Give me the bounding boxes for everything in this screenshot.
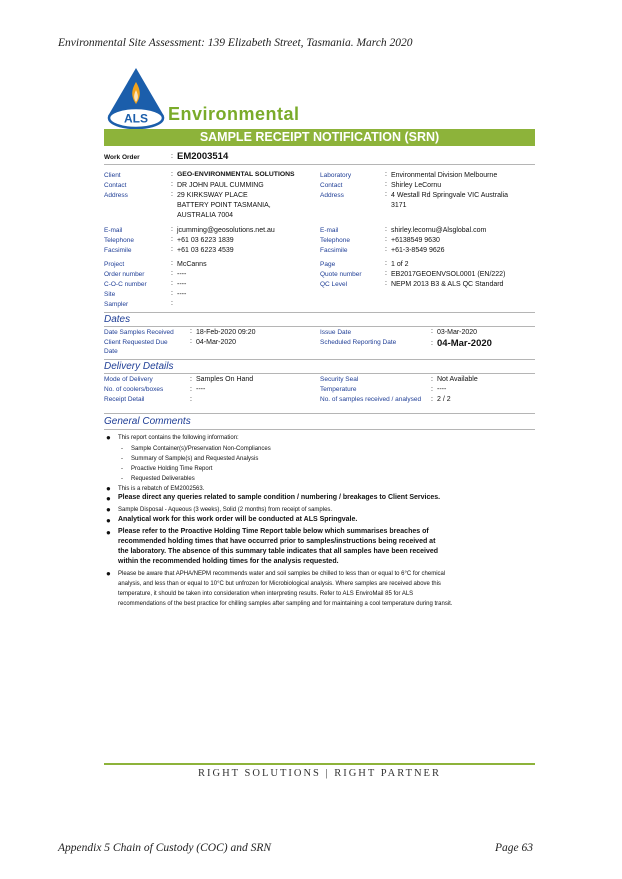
colon: : [385,280,387,287]
colon: : [385,181,387,188]
receipt-detail-label: Receipt Detail [104,396,145,403]
report-item: Summary of Sample(s) and Requested Analysis [131,456,259,462]
proactive-note-line: within the recommended holding times for the analysis requested. [118,558,339,565]
colon: : [385,191,387,198]
work-order-label: Work Order [104,154,140,161]
colon: : [431,396,433,403]
scheduled-reporting-value: 04-Mar-2020 [437,338,492,349]
bullet-icon: ● [106,528,111,537]
quote-number-value: EB2017GEOENVSOL0001 (EN/222) [391,271,506,278]
colon: : [431,340,433,347]
dash-icon: - [121,456,123,462]
temperature-value: ---- [437,386,447,393]
rebatch-note: This is a rebatch of EM2002563. [118,486,205,492]
appendix-footer: Appendix 5 Chain of Custody (COC) and SRN [58,842,272,854]
page-value: 1 of 2 [391,261,409,268]
divider [104,326,535,327]
lab-contact-value: Shirley LeCornu [391,182,442,189]
date-received-label: Date Samples Received [104,329,174,336]
proactive-note-line: Please refer to the Proactive Holding Time Report table below which summarises breaches of [118,528,429,535]
divider [104,312,535,313]
colon: : [385,246,387,253]
laboratory-value: Environmental Division Melbourne [391,172,498,179]
report-item: Requested Deliverables [131,476,195,482]
queries-note: Please direct any queries related to sample condition / numbering / breakages to Client Services. [118,494,441,501]
divider [104,413,535,414]
issue-date-value: 03-Mar-2020 [437,329,478,336]
client-contact-value: DR JOHN PAUL CUMMING [177,182,264,189]
bullet-icon: ● [106,433,111,442]
colon: : [171,246,173,253]
lab-address-line: 4 Westall Rd Springvale VIC Australia [391,192,508,199]
samples-received-value: 2 / 2 [437,396,451,403]
colon: : [190,386,192,393]
security-seal-value: Not Available [437,376,478,383]
quote-number-label: Quote number [320,271,362,278]
brand-name: Environmental [168,104,300,124]
coc-number-label: C-O-C number [104,281,147,288]
bullet-icon: ● [106,505,111,514]
client-contact-label: Contact [104,182,127,189]
delivery-heading: Delivery Details [104,361,174,372]
mode-of-delivery-value: Samples On Hand [196,376,254,383]
srn-title-banner: SAMPLE RECEIPT NOTIFICATION (SRN) [104,129,535,146]
dash-icon: - [121,466,123,472]
colon: : [171,280,173,287]
colon: : [171,270,173,277]
logo-mark-text: ALS [124,111,148,126]
temperature-note-line: temperature, it should be taken into consideration when interpreting results. Refer to ALS EnviroMail 85 for ALS [118,591,414,597]
colon: : [431,386,433,393]
lab-telephone-label: Telephone [320,237,350,244]
site-label: Site [104,291,116,298]
colon: : [385,171,387,178]
report-item: Sample Container(s)/Preservation Non-Compliances [131,446,271,452]
sampler-label: Sampler [104,301,129,308]
comment-intro: This report contains the following information: [118,435,239,441]
client-telephone-value: +61 03 6223 1839 [177,237,234,244]
client-facsimile-value: +61 03 6223 4539 [177,247,234,254]
report-item: Proactive Holding Time Report [131,466,213,472]
dates-heading: Dates [104,314,131,325]
colon: : [171,260,173,267]
colon: : [171,226,173,233]
als-logo-icon [104,66,168,130]
colon: : [385,226,387,233]
project-value: McCanns [177,261,207,268]
colon: : [190,328,192,335]
issue-date-label: Issue Date [320,329,352,336]
coolers-value: ---- [196,386,206,393]
client-address-line: BATTERY POINT TASMANIA, [177,202,271,209]
coolers-label: No. of coolers/boxes [104,386,164,393]
colon: : [385,260,387,267]
colon: : [385,236,387,243]
client-label: Client [104,172,121,179]
divider [104,429,535,430]
client-facsimile-label: Facsimile [104,247,132,254]
bullet-icon: ● [106,494,111,503]
colon: : [431,328,433,335]
bullet-icon: ● [106,484,111,493]
disposal-note: Sample Disposal - Aqueous (3 weeks), Solid (2 months) from receipt of samples. [118,507,333,513]
colon: : [171,290,173,297]
samples-received-label: No. of samples received / analysed [320,396,422,403]
proactive-note-line: recommended holding times that have occurred prior to samples/instructions being received at [118,538,436,545]
colon: : [385,270,387,277]
order-number-value: ---- [177,271,187,278]
qc-level-value: NEPM 2013 B3 & ALS QC Standard [391,281,504,288]
lab-contact-label: Contact [320,182,343,189]
analytical-note: Analytical work for this work order will be conducted at ALS Springvale. [118,516,358,523]
colon: : [190,376,192,383]
proactive-note-line: the laboratory. The absence of this summary table indicates that all samples have been received [118,548,439,555]
client-address-line: 29 KIRKSWAY PLACE [177,192,248,199]
general-comments-heading: General Comments [104,416,191,427]
colon: : [171,171,173,178]
client-telephone-label: Telephone [104,237,134,244]
security-seal-label: Security Seal [320,376,359,383]
colon: : [171,153,173,160]
colon: : [171,300,173,307]
client-requested-label: Date [104,348,118,355]
divider [104,359,535,360]
running-header: Environmental Site Assessment: 139 Elizabeth Street, Tasmania. March 2020 [58,37,413,49]
divider [104,164,535,165]
laboratory-label: Laboratory [320,172,352,179]
divider [104,373,535,374]
date-received-value: 18-Feb-2020 09:20 [196,329,256,336]
client-address-label: Address [104,192,128,199]
order-number-label: Order number [104,271,145,278]
client-value: GEO-ENVIRONMENTAL SOLUTIONS [177,171,295,178]
client-address-line: AUSTRALIA 7004 [177,212,234,219]
site-value: ---- [177,291,187,298]
mode-of-delivery-label: Mode of Delivery [104,376,153,383]
page-number: Page 63 [495,842,534,854]
temperature-note-line: recommendations of the best practice for chilling samples after sampling and for maintaining a cool temperature during transit. [118,601,453,607]
bullet-icon: ● [106,569,111,578]
lab-facsimile-label: Facsimile [320,247,348,254]
lab-email-label: E-mail [320,227,339,234]
bullet-icon: ● [106,516,111,525]
colon: : [431,376,433,383]
lab-address-label: Address [320,192,344,199]
temperature-note-line: Please be aware that APHA/NEPM recommends water and soil samples be chilled to less than or equal to 6°C for chemical [118,571,446,577]
scheduled-reporting-label: Scheduled Reporting Date [320,339,397,346]
lab-facsimile-value: +61-3-8549 9626 [391,247,445,254]
coc-number-value: ---- [177,281,187,288]
colon: : [171,181,173,188]
work-order-value: EM2003514 [177,151,229,162]
colon: : [171,191,173,198]
page-label: Page [320,261,336,268]
client-email-label: E-mail [104,227,123,234]
dash-icon: - [121,446,123,452]
lab-address-line: 3171 [391,202,407,209]
colon: : [171,236,173,243]
footer-slogan: RIGHT SOLUTIONS | RIGHT PARTNER [198,768,441,779]
client-requested-value: 04-Mar-2020 [196,339,237,346]
client-email-value: jcumming@geosolutions.net.au [177,227,275,234]
temperature-note-line: analysis, and less than or equal to 10°C but unfrozen for Microbiological analysis. Where samples are received above this [118,581,441,587]
colon: : [190,396,192,403]
lab-telephone-value: +6138549 9630 [391,237,440,244]
dash-icon: - [121,476,123,482]
project-label: Project [104,261,125,268]
client-requested-label: Client Requested Due [104,339,168,346]
colon: : [190,338,192,345]
qc-level-label: QC Level [320,281,348,288]
lab-email-value: shirley.lecornu@Alsglobal.com [391,227,487,234]
footer-divider [104,763,535,765]
temperature-label: Temperature [320,386,357,393]
